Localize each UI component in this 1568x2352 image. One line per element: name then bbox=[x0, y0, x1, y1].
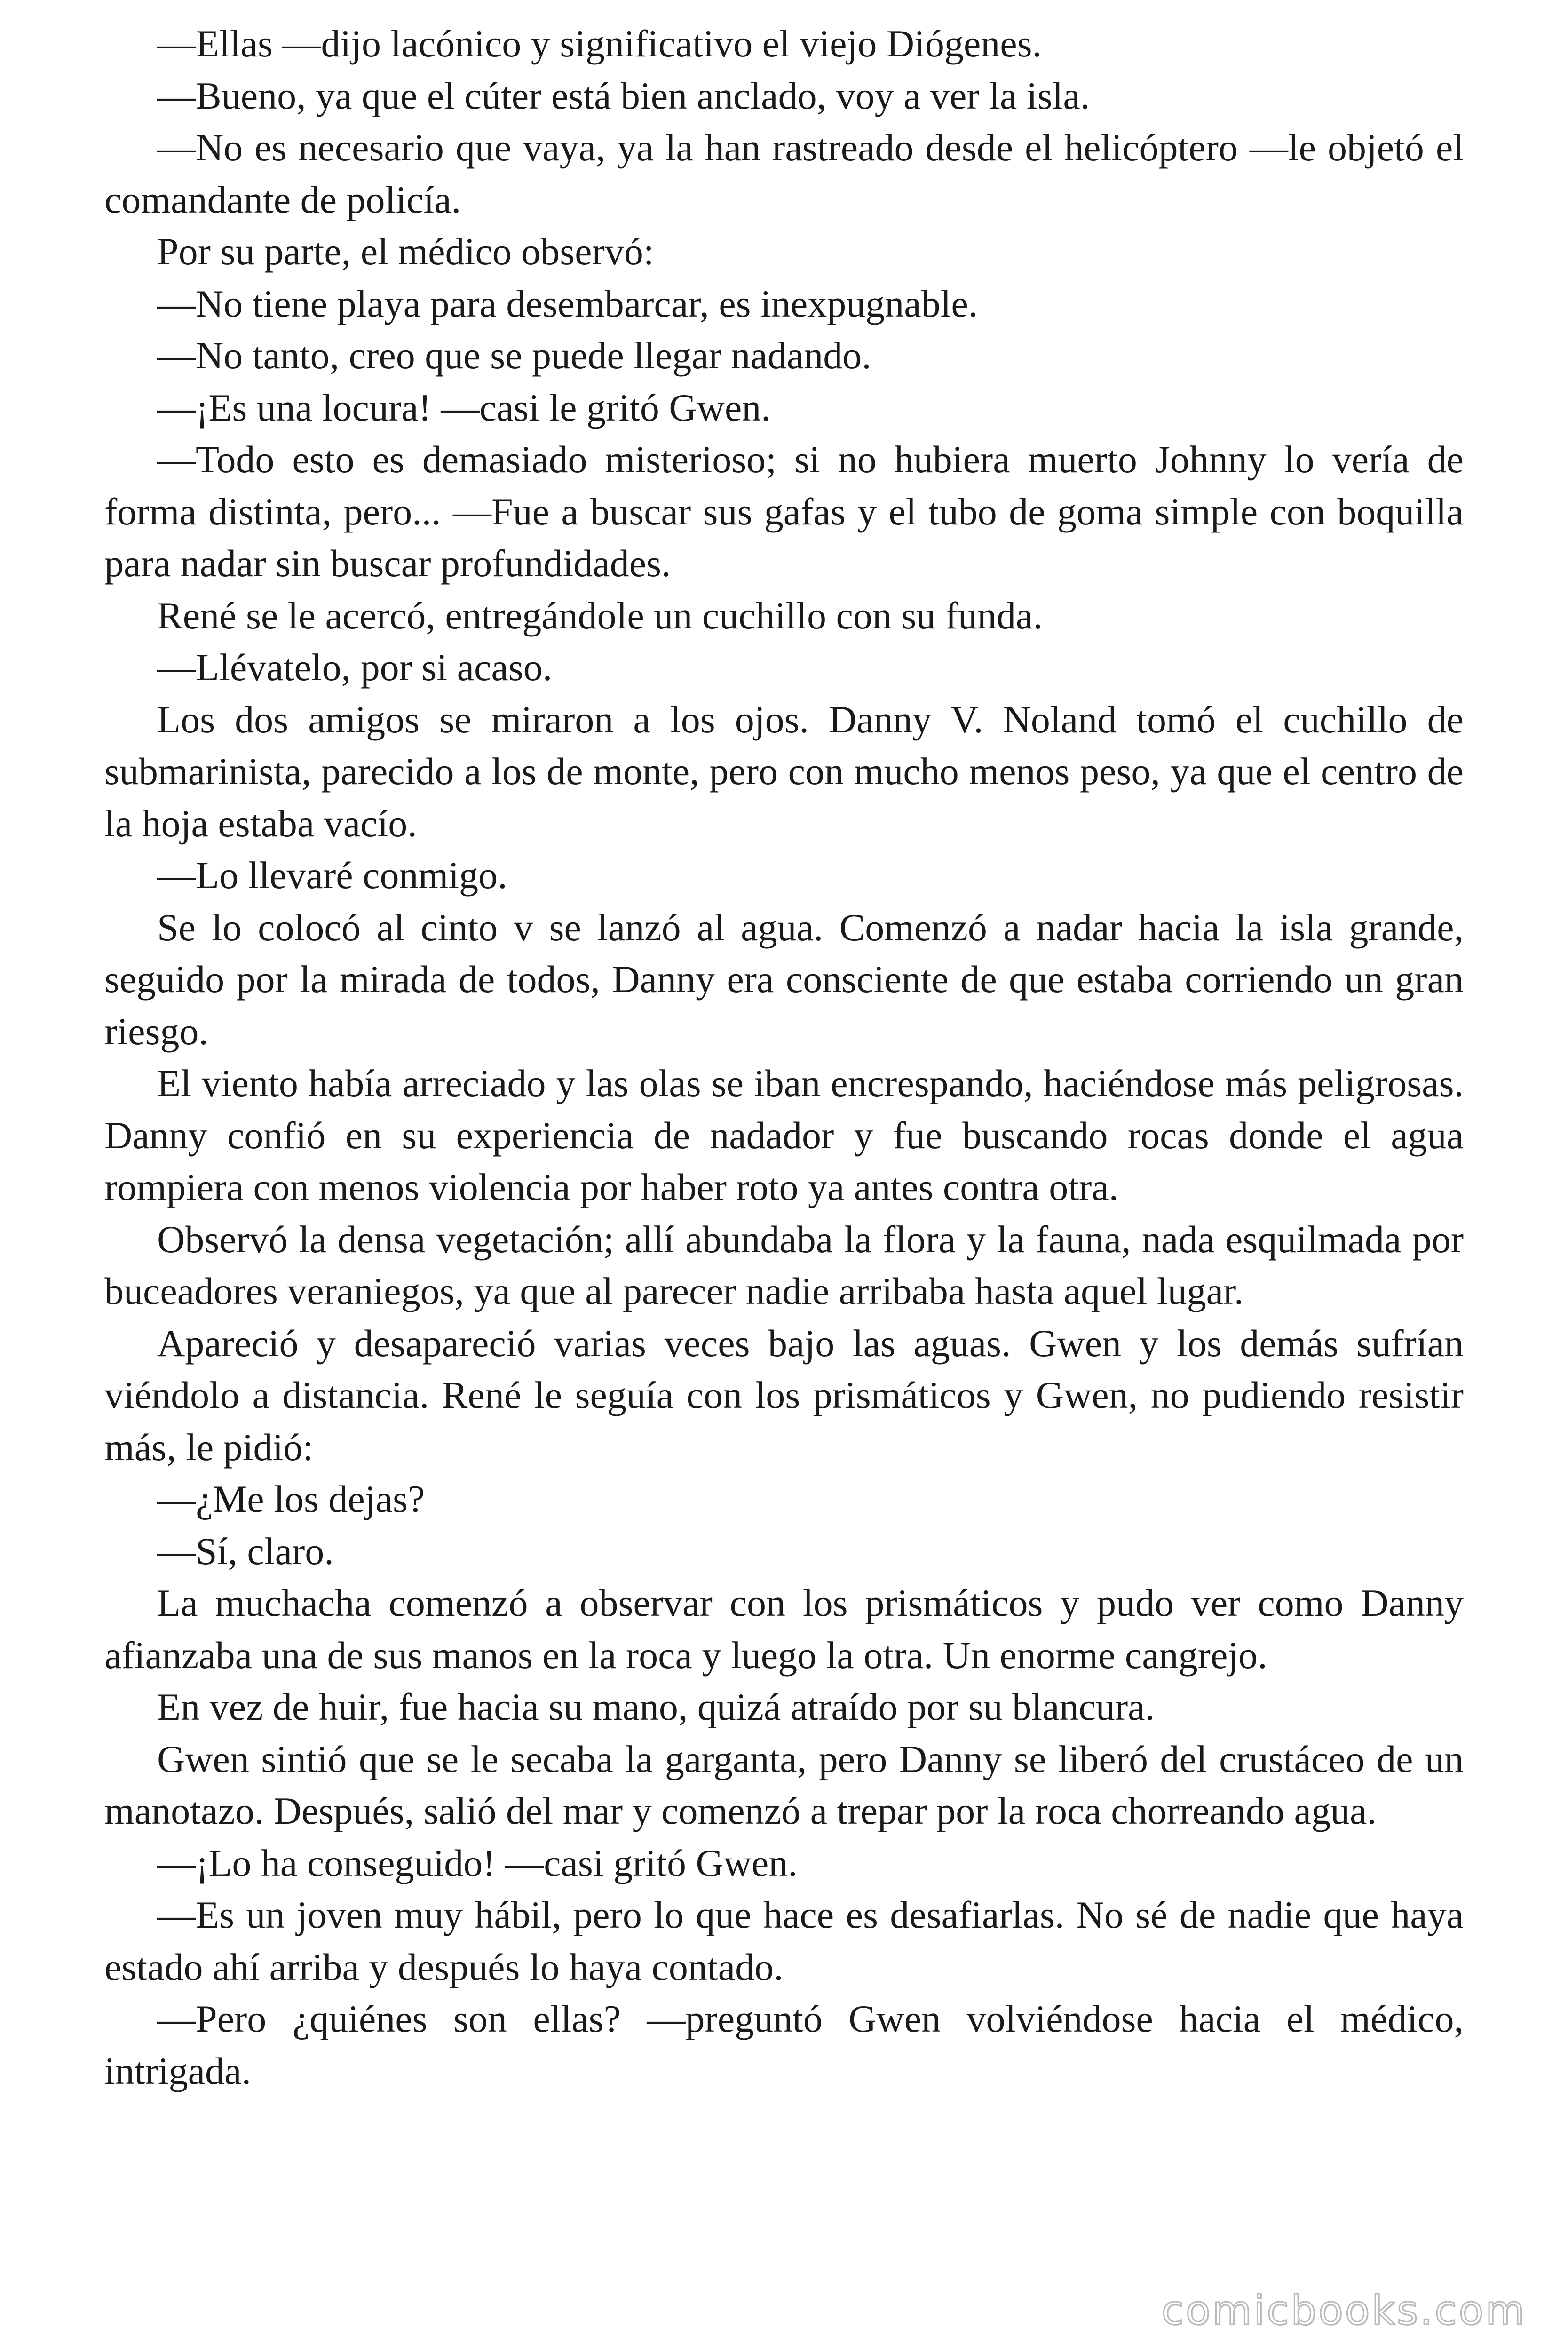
paragraph: —No tanto, creo que se puede llegar nadando. bbox=[157, 334, 871, 377]
paragraph: —¡Lo ha conseguido! —casi gritó Gwen. bbox=[157, 1841, 798, 1884]
paragraph: —No tiene playa para desembarcar, es inexpugnable. bbox=[157, 282, 978, 325]
paragraph: La muchacha comenzó a observar con los prismáticos y pudo ver como Danny afianzaba una de sus manos en la roca y luego la otra. Un enorme cangrejo. bbox=[104, 1581, 1464, 1677]
paragraph: En vez de huir, fue hacia su mano, quizá atraído por su blancura. bbox=[157, 1685, 1155, 1728]
watermark: comicbooks.com bbox=[1161, 2287, 1527, 2334]
paragraph: —Es un joven muy hábil, pero lo que hace es desafiarlas. No sé de nadie que haya estado ahí arriba y después lo haya contado. bbox=[104, 1893, 1464, 1988]
paragraph: —Bueno, ya que el cúter está bien anclado, voy a ver la isla. bbox=[157, 74, 1090, 117]
paragraph: —Lo llevaré conmigo. bbox=[157, 854, 507, 897]
paragraph: —Llévatelo, por si acaso. bbox=[157, 646, 553, 689]
paragraph: René se le acercó, entregándole un cuchillo con su funda. bbox=[157, 594, 1043, 637]
paragraph: —¡Es una locura! —casi le gritó Gwen. bbox=[157, 386, 771, 429]
paragraph: Por su parte, el médico observó: bbox=[157, 230, 654, 273]
paragraph: Se lo colocó al cinto v se lanzó al agua. Comenzó a nadar hacia la isla grande, seguido por la mirada de todos, Danny era consciente de que estaba corriendo un gran riesgo. bbox=[104, 906, 1464, 1053]
paragraph: —Pero ¿quiénes son ellas? —preguntó Gwen volviéndose hacia el médico, intrigada. bbox=[104, 1997, 1464, 2092]
text-column bbox=[104, 18, 1464, 2097]
paragraph: Gwen sintió que se le secaba la garganta, pero Danny se liberó del crustáceo de un manotazo. Después, salió del mar y comenzó a trepar por la roca chorreando agua. bbox=[104, 1737, 1464, 1832]
paragraph: —Ellas —dijo lacónico y significativo el viejo Diógenes. bbox=[157, 22, 1042, 65]
paragraph: —¿Me los dejas? bbox=[157, 1478, 425, 1520]
paragraph: —Sí, claro. bbox=[157, 1529, 334, 1573]
paragraph: Observó la densa vegetación; allí abundaba la flora y la fauna, nada esquilmada por buceadores veraniegos, ya que al parecer nadie arribaba hasta aquel lugar. bbox=[104, 1217, 1464, 1312]
paragraph: —No es necesario que vaya, ya la han rastreado desde el helicóptero —le objetó el comandante de policía. bbox=[104, 126, 1464, 221]
paragraph: Los dos amigos se miraron a los ojos. Danny V. Noland tomó el cuchillo de submarinista, parecido a los de monte, pero con mucho menos peso, ya que el centro de la hoja estaba vacío. bbox=[104, 698, 1464, 845]
paragraph: El viento había arreciado y las olas se iban encrespando, haciéndose más peligrosas. Danny confió en su experiencia de nadador y fue buscando rocas donde el agua rompiera con menos violencia por haber roto ya antes contra otra. bbox=[104, 1062, 1464, 1208]
paragraph: —Todo esto es demasiado misterioso; si no hubiera muerto Johnny lo vería de forma distinta, pero... —Fue a buscar sus gafas y el tubo de goma simple con boquilla para nadar sin buscar profundidades. bbox=[104, 438, 1464, 585]
paragraph: Apareció y desapareció varias veces bajo las aguas. Gwen y los demás sufrían viéndolo a distancia. René le seguía con los prismáticos y Gwen, no pudiendo resistir más, le pidió: bbox=[104, 1321, 1464, 1469]
